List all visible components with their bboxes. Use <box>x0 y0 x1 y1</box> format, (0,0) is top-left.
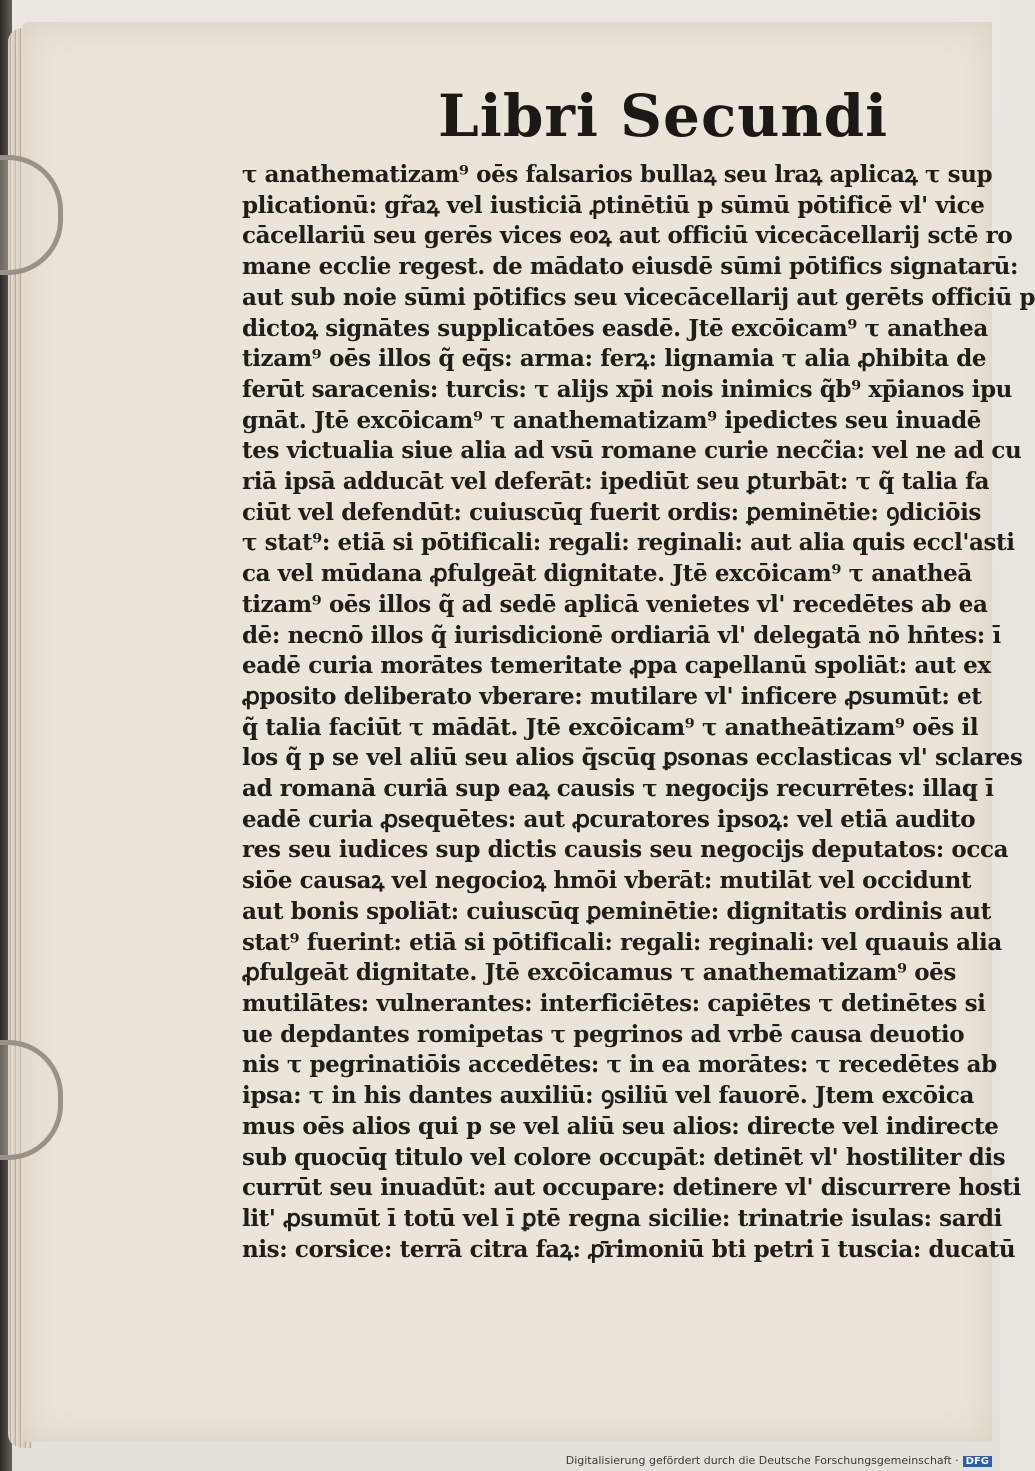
text-line: ꝓposito deliberato vberare: mutilare vl' inficere ꝓsumūt: et <box>242 682 982 710</box>
text-line: dictoꝝ signātes supplicatōes easdē. Jtē excōicam⁹ τ anathea <box>242 314 988 342</box>
text-line: plicationū: gr̃aꝝ vel iusticiā ꝓtinētiū p sūmū pōtificē vl' vice <box>242 191 985 219</box>
text-line: dē: necnō illos q̃ iurisdicionē ordiariā vl' delegatā nō hn̄tes: ī <box>242 621 1001 649</box>
text-line: aut bonis spoliāt: cuiuscūq̧ ꝑeminētie: dignitatis ordinis aut <box>242 897 991 925</box>
text-line: res seu iudices sup dictis causis seu negocijs deputatos: occa <box>242 836 1009 864</box>
text-line: ipsa: τ in his dantes auxiliū: ꝯsiliū vel fauorē. Jtem excōica <box>242 1082 975 1110</box>
text-line: aut sub noie sūmi pōtifics seu vicecācellarij aut gerēts officiū p <box>242 283 1035 311</box>
text-line: ca vel mūdana ꝓfulgeāt dignitate. Jtē excōicam⁹ τ anatheā <box>242 560 972 588</box>
text-line: currūt seu inuadūt: aut occupare: detinere vl' discurrere hosti <box>242 1174 1021 1202</box>
text-line: siōe causaꝝ vel negocioꝝ hmōi vberāt: mutilāt vel occidunt <box>242 867 972 895</box>
text-line: tizam⁹ oēs illos q̃ ad sedē aplicā venietes vl' recedētes ab ea <box>242 590 988 618</box>
dfg-logo: DFG <box>963 1456 992 1467</box>
text-line: sub quocūq̧ titulo vel colore occupāt: detinēt vl' hostiliter dis <box>242 1143 1006 1171</box>
text-line: mutilātes: vulnerantes: interficiētes: capiētes τ detinētes si <box>242 989 986 1017</box>
text-line: τ stat⁹: etiā si pōtificali: regali: reginali: aut alia quis eccl'asti <box>242 529 1015 557</box>
text-line: tes victualia siue alia ad vsū romane curie necc̃ia: vel ne ad cu <box>242 437 1022 465</box>
text-line: gnāt. Jtē excōicam⁹ τ anathematizam⁹ ipedictes seu inuadē <box>242 406 982 434</box>
text-line: stat⁹ fuerint: etiā si pōtificali: regali: reginali: vel quauis alia <box>242 928 1002 956</box>
text-line: ciūt vel defendūt: cuiuscūq̧ fuerit ordis: ꝑeminētie: ꝯdiciōis <box>242 498 981 526</box>
text-block <box>242 160 1035 1265</box>
credit-text: Digitalisierung gefördert durch die Deutsche Forschungsgemeinschaft · <box>565 1454 959 1467</box>
text-line: eadē curia ꝓsequētes: aut ꝓcuratores ipsoꝝ: vel etiā audito <box>242 805 976 833</box>
text-line: ꝓfulgeāt dignitate. Jtē excōicamus τ anathematizam⁹ oēs <box>242 959 956 987</box>
text-line: cācellariū seu gerēs vices eoꝝ aut officiū vicecācellarij sctē ro <box>242 222 1013 250</box>
text-line: q̃ talia faciūt τ mādāt. Jtē excōicam⁹ τ anatheātizam⁹ oēs il <box>242 713 979 741</box>
digitization-credit <box>566 1454 992 1467</box>
text-line: mane ecclie regest. de mādato eiusdē sūmi pōtifics signatarū: <box>242 253 1019 281</box>
text-line: tizam⁹ oēs illos q̃ eq̄s: arma: ferꝝ: lignamia τ alia ꝓhibita de <box>242 345 987 373</box>
text-line: mus oēs alios qui p se vel aliū seu alios: directe vel indirecte <box>242 1112 999 1140</box>
text-line: los q̃ p se vel aliū seu alios q̄scūq̧ ꝑsonas ecclasticas vl' sclares <box>242 744 1023 772</box>
text-line: ferūt saracenis: turcis: τ alijs xp̄i nois inimics q̃b⁹ xp̄ianos ipu <box>242 375 1012 403</box>
text-line: riā ipsā adducāt vel deferāt: ipediūt seu ꝑturbāt: τ q̃ talia fa <box>242 468 990 496</box>
text-line: nis: corsice: terrā citra faꝝ: ꝓ̄rimoniū bti petri ī tuscia: ducatū <box>242 1235 1016 1263</box>
text-line: eadē curia morātes temeritate ꝓpa capellanū spoliāt: aut ex <box>242 652 991 680</box>
text-line: lit' ꝓsumūt ī totū vel ī ꝑtē regna sicilie: trinatrie isulas: sardi <box>242 1204 1002 1232</box>
text-line: nis τ pegrinatiōis accedētes: τ in ea morātes: τ recedētes ab <box>242 1051 997 1079</box>
text-line: ad romanā curiā sup eaꝝ causis τ negocijs recurrētes: illaq̧ ī <box>242 775 994 803</box>
text-line: τ anathematizam⁹ oēs falsarios bullaꝝ seu lraꝝ aplicaꝝ τ sup <box>242 161 993 188</box>
text-line: ue depdantes romipetas τ pegrinos ad vrbē causa deuotio <box>242 1020 965 1048</box>
running-head: Libri Secundi <box>438 82 889 150</box>
